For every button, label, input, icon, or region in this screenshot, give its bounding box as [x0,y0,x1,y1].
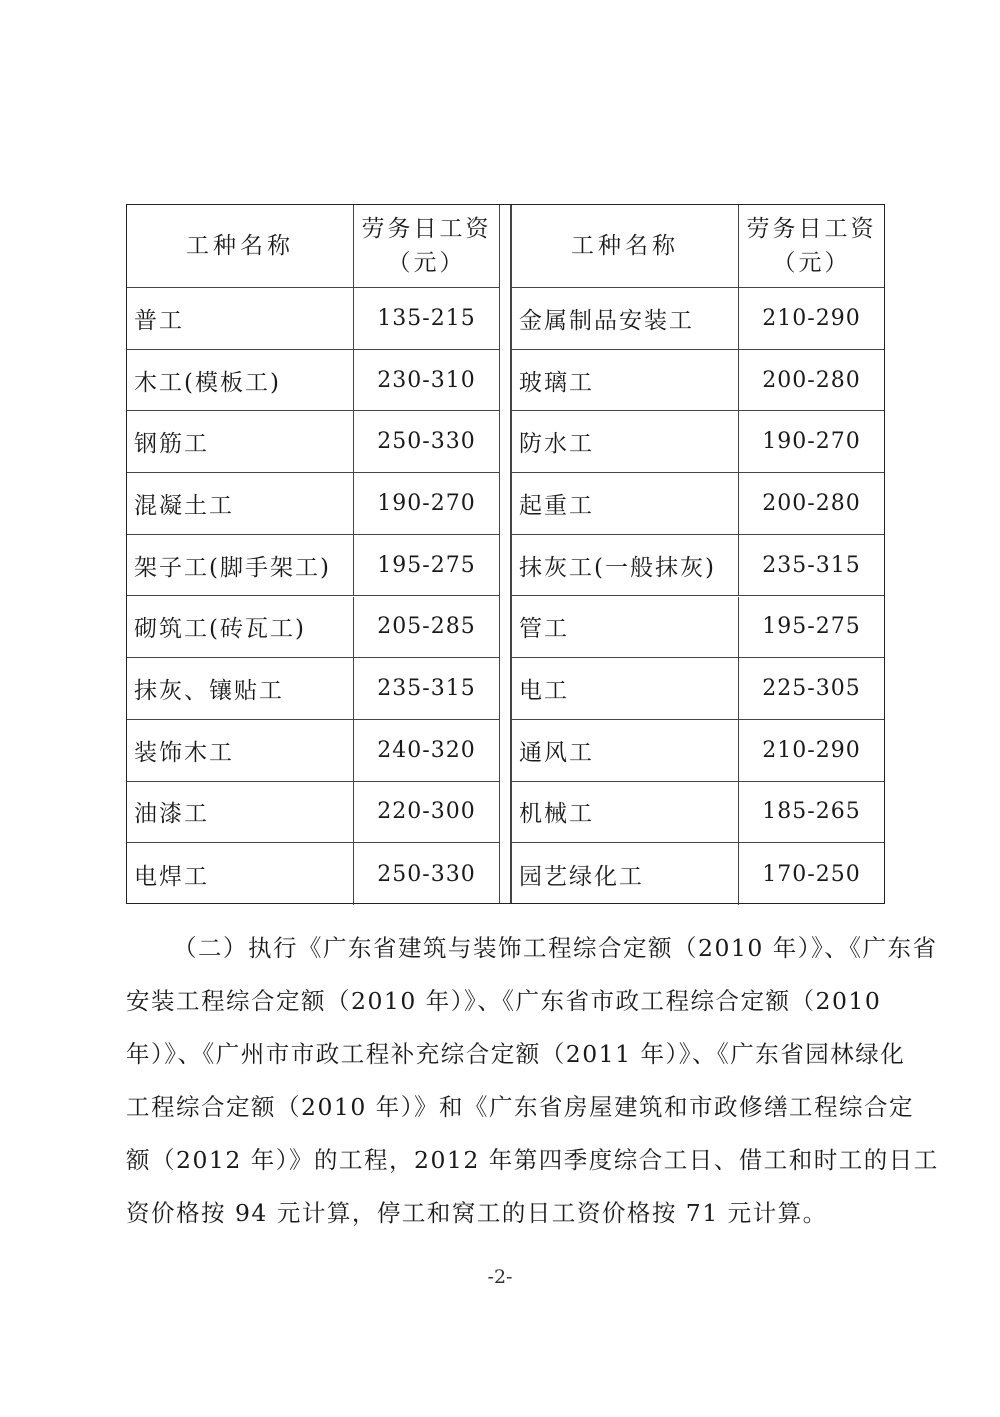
table-row [127,288,499,350]
wage-range-cell: 200-280 [762,490,861,516]
table-row [127,843,499,905]
header-wage-unit: （元） [772,250,851,276]
job-name-cell: 管工 [512,597,739,658]
job-name-cell: 电焊工 [127,843,354,905]
job-name-cell: 普工 [127,288,354,349]
wage-range-cell: 235-315 [762,552,861,578]
table-row [512,535,884,597]
paragraph-line: 年）》、《广州市市政工程补充综合定额（2011 年）》、《广东省园林绿化 [126,1040,906,1068]
table-row [512,350,884,412]
job-name-cell: 装饰木工 [127,720,354,781]
wage-range-cell: 230-310 [377,367,476,393]
table-row [512,288,884,350]
table-row [127,411,499,473]
wage-range-cell: 250-330 [377,429,476,455]
header-wage-line1: 劳务日工资 [746,216,877,242]
job-name-cell: 玻璃工 [512,350,739,411]
wage-range-cell: 195-275 [377,552,476,578]
wage-range-cell: 190-270 [762,429,861,455]
wage-table-right-half [511,205,884,903]
wage-range-cell: 210-290 [762,305,861,331]
header-job-name: 工种名称 [127,205,354,287]
job-name-cell: 电工 [512,658,739,719]
wage-range-cell: 220-300 [377,799,476,825]
paragraph-line: 额（2012 年）》的工程，2012 年第四季度综合工日、借工和时工的日工 [126,1146,939,1174]
wage-range-cell: 205-285 [377,614,476,640]
paragraph-line: 工程综合定额（2010 年）》和《广东省房屋建筑和市政修缮工程综合定 [126,1093,915,1121]
job-name-cell: 混凝土工 [127,473,354,534]
wage-range-cell: 135-215 [377,305,476,331]
table-double-divider [500,205,511,903]
table-row [512,843,884,905]
job-name-cell: 通风工 [512,720,739,781]
job-name-cell: 抹灰、镶贴工 [127,658,354,719]
job-name-cell: 砌筑工(砖瓦工) [127,597,354,658]
paragraph-line: （二）执行《广东省建筑与装饰工程综合定额（2010 年）》、《广东省 [173,934,938,962]
table-row [512,473,884,535]
wage-range-cell: 240-320 [377,737,476,763]
table-header-row [512,205,884,288]
header-wage-unit: （元） [387,250,466,276]
job-name-cell: 金属制品安装工 [512,288,739,349]
table-row [127,597,499,659]
wage-range-cell: 200-280 [762,367,861,393]
job-name-cell: 起重工 [512,473,739,534]
job-name-cell: 木工(模板工) [127,350,354,411]
wage-range-cell: 210-290 [762,737,861,763]
job-name-cell: 防水工 [512,411,739,472]
wage-range-cell: 235-315 [377,676,476,702]
header-daily-wage [739,205,884,287]
header-daily-wage [354,205,499,287]
header-wage-line1: 劳务日工资 [361,216,492,242]
paragraph-line: 安装工程综合定额（2010 年）》、《广东省市政工程综合定额（2010 [126,987,882,1015]
job-name-cell: 园艺绿化工 [512,843,739,905]
page-number: -2- [487,1266,513,1288]
table-row [512,720,884,782]
table-row [127,350,499,412]
paragraph-line: 资价格按 94 元计算，停工和窝工的日工资价格按 71 元计算。 [126,1199,828,1227]
body-paragraph [126,922,939,1240]
wage-range-cell: 170-250 [762,861,861,887]
wage-table [126,204,885,904]
job-name-cell: 抹灰工(一般抹灰) [512,535,739,596]
wage-range-cell: 190-270 [377,490,476,516]
table-row [512,658,884,720]
table-row [512,782,884,844]
table-row [127,473,499,535]
wage-range-cell: 195-275 [762,614,861,640]
wage-range-cell: 225-305 [762,676,861,702]
table-row [127,782,499,844]
table-row [512,411,884,473]
table-row [512,597,884,659]
job-name-cell: 油漆工 [127,782,354,843]
job-name-cell: 钢筋工 [127,411,354,472]
wage-table-left-half [127,205,500,903]
table-row [127,535,499,597]
job-name-cell: 架子工(脚手架工) [127,535,354,596]
table-row [127,720,499,782]
job-name-cell: 机械工 [512,782,739,843]
wage-range-cell: 185-265 [762,799,861,825]
header-job-name: 工种名称 [512,205,739,287]
table-header-row [127,205,499,288]
table-row [127,658,499,720]
wage-range-cell: 250-330 [377,861,476,887]
